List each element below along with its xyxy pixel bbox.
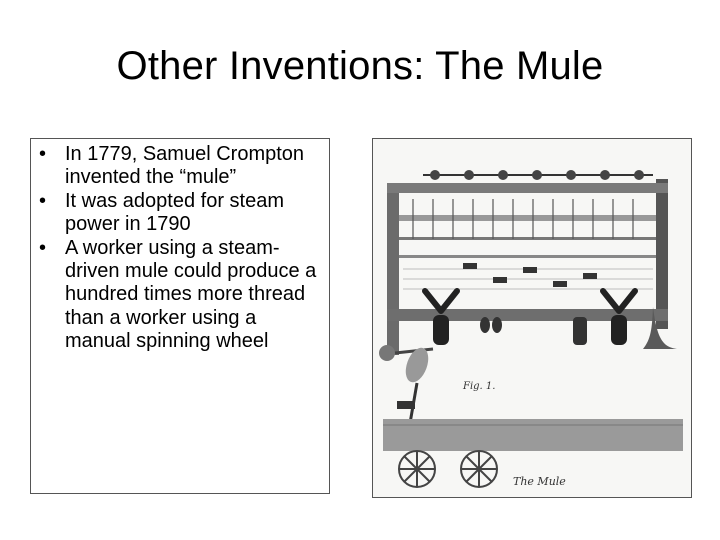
- mule-illustration-frame: [372, 138, 692, 498]
- frame-post-right: [656, 179, 668, 329]
- bullet-text: It was adopted for steam power in 1790: [65, 189, 285, 236]
- bullet-glyph: •: [39, 189, 47, 212]
- bullet-item: [35, 237, 323, 354]
- bullet-text: In 1779, Samuel Crompton invented the “mule”: [65, 143, 305, 189]
- hand-wheel: [379, 345, 395, 361]
- slide-title: Other Inventions: The Mule: [116, 44, 604, 88]
- carriage: [383, 419, 683, 451]
- frame-top-bar: [387, 183, 668, 193]
- bullet-glyph: •: [39, 143, 47, 165]
- fig-label: Fig. 1.: [463, 381, 496, 392]
- bullet-list: [31, 139, 329, 354]
- frame-post-left: [387, 185, 399, 355]
- bullet-item: [35, 143, 323, 190]
- bullet-glyph: •: [39, 236, 47, 259]
- bullet-text: A worker using a steam-driven mule could produce a hundred times more thread than a worker using a manual spinning wheel: [65, 236, 317, 353]
- bullet-text-box: [30, 138, 330, 494]
- spinning-mule-engraving: [373, 139, 691, 497]
- figure-caption: The Mule: [513, 475, 566, 488]
- bullet-item: [35, 190, 323, 237]
